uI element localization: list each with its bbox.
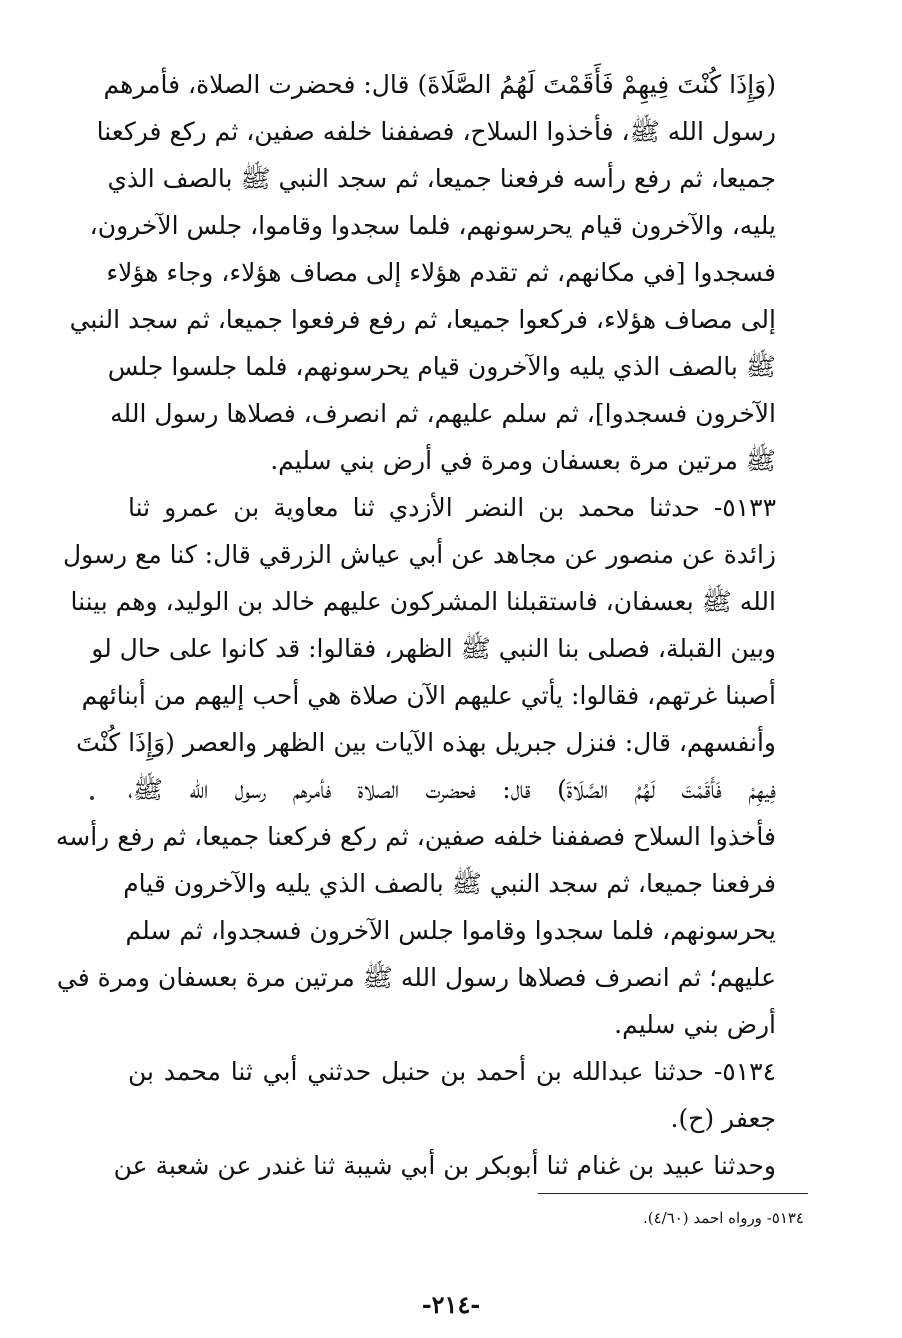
footnote-separator: [538, 1193, 808, 1194]
text-line: أرض بني سليم.: [614, 1010, 776, 1039]
text-line: وأنفسهم، قال: فنزل جبريل بهذه الآيات بين الظهر والعصر (وَإِذَا كُنْتَ: [76, 728, 776, 757]
text-line: زائدة عن منصور عن مجاهد عن أبي عياش الزرقي قال: كنا مع رسول: [62, 540, 776, 569]
text-line: ﷺ بالصف الذي يليه والآخرون قيام يحرسونهم، فلما جلسوا جلس: [107, 352, 776, 381]
text-line: فرفعنا جميعا، ثم سجد النبي ﷺ بالصف الذي يليه والآخرون قيام: [123, 869, 776, 898]
text-line: جميعا، ثم رفع رأسه فرفعنا جميعا، ثم سجد النبي ﷺ بالصف الذي: [107, 164, 776, 193]
stray-mark: [90, 796, 94, 800]
text-line: يحرسونهم، فلما سجدوا وقاموا جلس الآخرون فسجدوا، ثم سلم: [125, 916, 776, 945]
text-line: يليه، والآخرون قيام يحرسونهم، فلما سجدوا وقاموا، جلس الآخرون،: [89, 211, 776, 240]
text-line: فسجدوا [في مكانهم، ثم تقدم هؤلاء إلى مصاف هؤلاء، وجاء هؤلاء: [106, 258, 776, 287]
hadith-5133-start: ٥١٣٣- حدثنا محمد بن النضر الأزدي ثنا معاوية بن عمرو ثنا: [128, 493, 776, 522]
footnote: ٥١٣٤- ورواه احمد (٤/٦٠).: [642, 1209, 804, 1227]
text-line: وحدثنا عبيد بن غنام ثنا أبوبكر بن أبي شيبة ثنا غندر عن شعبة عن: [113, 1151, 776, 1180]
text-line: (وَإِذَا كُنْتَ فِيهِمْ فَأَقَمْتَ لَهُمُ الصَّلَاةَ) قال: فحضرت الصلاة، فأمرهم: [103, 70, 776, 99]
text-line: فأخذوا السلاح فصففنا خلفه صفين، ثم ركع فركعنا جميعا، ثم رفع رأسه: [55, 822, 776, 851]
text-line: ﷺ مرتين مرة بعسفان ومرة في أرض بني سليم.: [270, 446, 776, 475]
text-line: أصبنا غرتهم، فقالوا: يأتي عليهم الآن صلاة هي أحب إليهم من أبنائهم: [81, 681, 776, 710]
text-line: عليهم؛ ثم انصرف فصلاها رسول الله ﷺ مرتين مرة بعسفان ومرة في: [56, 963, 776, 992]
text-line: فِيهِمْ فَأَقَمْتَ لَهُمُ الصَّلَاةَ) قال: فحضرت الصلاة فأمرهم رسول الله ﷺ،: [128, 775, 776, 804]
text-line: الآخرون فسجدوا]، ثم سلم عليهم، ثم انصرف، فصلاها رسول الله: [110, 399, 776, 428]
text-line: رسول الله ﷺ، فأخذوا السلاح، فصففنا خلفه صفين، ثم ركع فركعنا: [96, 117, 776, 146]
text-line: الله ﷺ بعسفان، فاستقبلنا المشركون عليهم خالد بن الوليد، وهم بيننا: [70, 587, 776, 616]
text-line: إلى مصاف هؤلاء، فركعوا جميعا، ثم رفع فرفعوا جميعا، ثم سجد النبي: [69, 305, 776, 334]
text-line: جعفر (ح).: [670, 1104, 776, 1133]
text-line: وبين القبلة، فصلى بنا النبي ﷺ الظهر، فقالوا: قد كانوا على حال لو: [91, 634, 776, 663]
page-number: -٢١٤-: [421, 1290, 481, 1319]
hadith-5134-start: ٥١٣٤- حدثنا عبدالله بن أحمد بن حنبل حدثني أبي ثنا محمد بن: [128, 1057, 776, 1086]
